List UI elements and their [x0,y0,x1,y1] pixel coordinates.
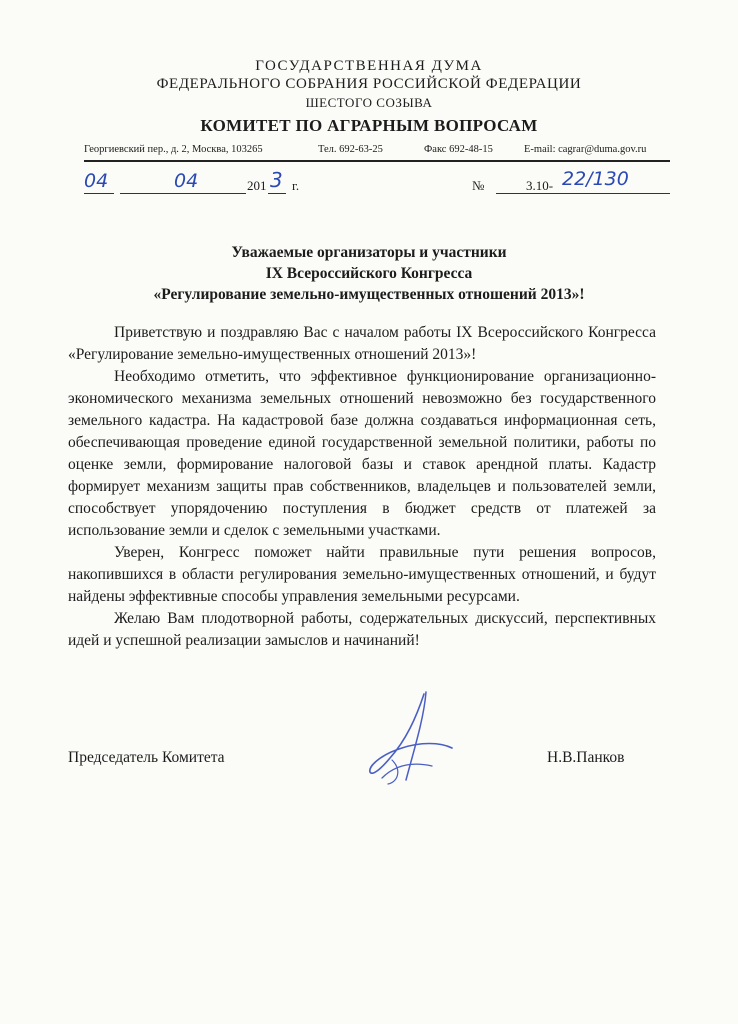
signatory-name: Н.В.Панков [547,749,625,766]
number-underline [496,193,670,194]
address: Георгиевский пер., д. 2, Москва, 103265 [84,144,263,155]
paragraph-1: Приветствую и поздравляю Вас с началом работы IX Всероссийского Конгресса «Регулирование земельно-имущественных отношений 2013»! [68,324,656,363]
number-sign: № [472,178,485,193]
date-year-digit: 3 [270,168,283,192]
letterhead-line2: ФЕДЕРАЛЬНОГО СОБРАНИЯ РОССИЙСКОЙ ФЕДЕРАЦИИ [156,76,582,92]
greeting-title-line1: Уважаемые организаторы и участники [231,244,507,261]
letterhead-line1: ГОСУДАРСТВЕННАЯ ДУМА [255,58,483,74]
fax: Факс 692-48-15 [424,144,493,155]
date-year-underline [268,193,286,194]
number-handwritten: 22/130 [562,168,629,190]
signatory-role: Председатель Комитета [68,749,225,766]
number-prefix: 3.10- [526,178,554,193]
date-month-underline [120,193,246,194]
greeting-title-line2: IX Всероссийского Конгресса [265,265,473,282]
committee-name: КОМИТЕТ ПО АГРАРНЫМ ВОПРОСАМ [200,116,538,135]
handwritten-signature-icon [362,688,462,788]
date-month: 04 [174,170,199,192]
date-year-suffix: г. [292,178,300,193]
letter-body [68,322,656,652]
letterhead-line3: ШЕСТОГО СОЗЫВА [305,95,433,110]
date-year-prefix: 201 [247,178,267,193]
email: E-mail: cagrar@duma.gov.ru [524,144,647,155]
paragraph-2: Необходимо отметить, что эффективное функционирование организационно-экономического механизма земельных отношений невозможно без государственного земельного кадастра. На кадастровой базе должна создаваться информационная сеть, обеспечивающая проведение единой государственной земельной политики, работы по оценке земли, формирование налоговой базы и ставок арендной платы. Кадастр формирует механизм защиты прав собственников, владельцев и пользователей земли, способствует упорядочению поступления в бюджет средств от платежей за использование земли и сделок с земельными участками. [68,368,656,539]
header-divider [84,160,670,162]
greeting-title-line3: «Регулирование земельно-имущественных отношений 2013»! [153,286,585,303]
date-day: 04 [84,170,109,192]
paragraph-3: Уверен, Конгресс поможет найти правильные пути решения вопросов, накопившихся в области регулирования земельно-имущественных отношений, и будут найдены эффективные способы управления земельными ресурсами. [68,544,656,605]
paragraph-4: Желаю Вам плодотворной работы, содержательных дискуссий, перспективных идей и успешной реализации замыслов и начинаний! [68,610,656,649]
date-day-underline [84,193,114,194]
phone: Тел. 692-63-25 [318,144,383,155]
